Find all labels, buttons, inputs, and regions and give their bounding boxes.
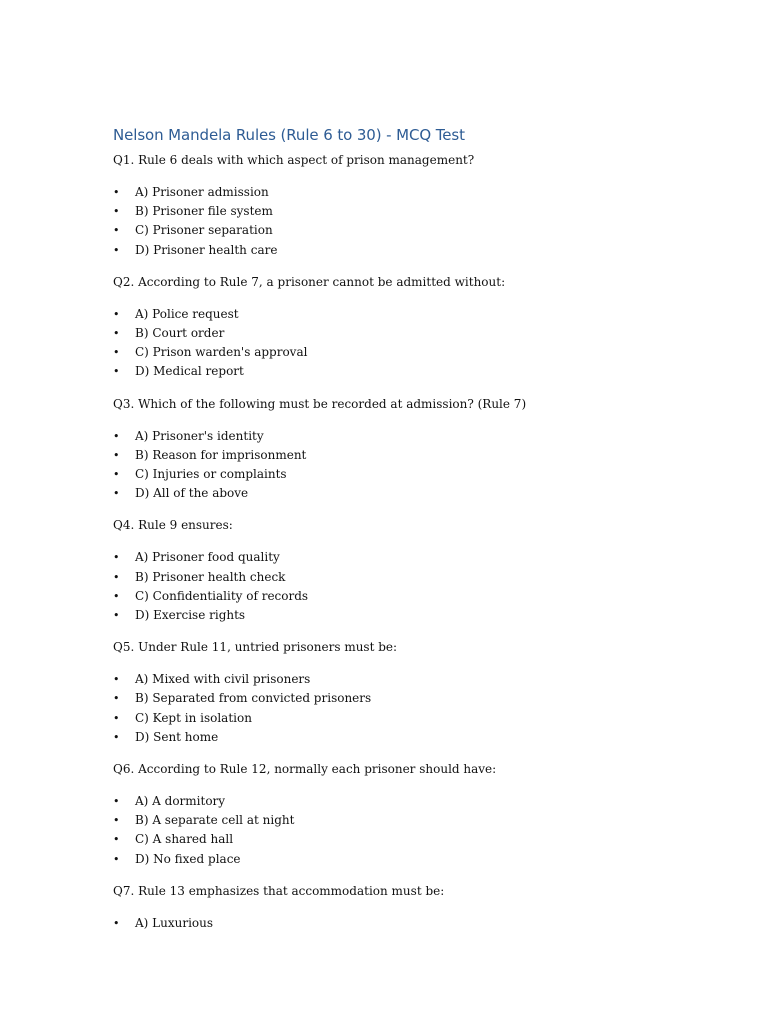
option-item — [113, 446, 713, 465]
option-label: A) Prisoner admission — [135, 185, 269, 199]
option-item — [113, 183, 713, 202]
bullet-icon: • — [113, 589, 120, 603]
option-label: A) Mixed with civil prisoners — [135, 672, 311, 687]
question-block-3 — [113, 395, 713, 504]
option-item — [113, 548, 713, 567]
option-label: D) Prisoner health care — [135, 242, 278, 257]
option-item — [113, 587, 713, 606]
option-item — [113, 305, 713, 324]
question-text: Q3. Which of the following must be recorded at admission? (Rule 7) — [113, 396, 527, 411]
document-page — [113, 125, 713, 946]
option-label: C) Injuries or complaints — [135, 467, 287, 482]
bullet-icon: • — [113, 730, 120, 744]
bullet-icon: • — [113, 243, 120, 257]
option-item — [113, 914, 713, 933]
option-label: B) Court order — [135, 326, 225, 341]
bullet-icon: • — [113, 365, 120, 379]
option-label: B) Prisoner health check — [135, 569, 286, 584]
question-text: Q5. Under Rule 11, untried prisoners must be: — [113, 640, 398, 655]
bullet-icon: • — [113, 224, 120, 238]
option-item — [113, 221, 713, 240]
option-list — [113, 548, 713, 625]
option-item — [113, 241, 713, 260]
option-item — [113, 343, 713, 362]
bullet-icon: • — [113, 609, 120, 623]
option-list — [113, 670, 713, 747]
option-list — [113, 914, 713, 933]
option-item — [113, 850, 713, 869]
option-item — [113, 465, 713, 484]
question-text: Q4. Rule 9 ensures: — [113, 518, 233, 533]
bullet-icon: • — [113, 711, 120, 725]
option-label: A) Police request — [135, 306, 239, 321]
option-item — [113, 427, 713, 446]
option-label: B) Reason for imprisonment — [135, 447, 307, 462]
option-label: A) Prisoner's identity — [135, 428, 264, 443]
bullet-icon: • — [113, 346, 120, 360]
option-list — [113, 183, 713, 260]
bullet-icon: • — [113, 833, 120, 847]
option-item — [113, 792, 713, 811]
question-text: Q6. According to Rule 12, normally each prisoner should have: — [113, 762, 497, 777]
bullet-icon: • — [113, 429, 120, 443]
option-item — [113, 670, 713, 689]
bullet-icon: • — [113, 307, 120, 321]
option-label: B) Prisoner file system — [135, 204, 273, 219]
bullet-icon: • — [113, 551, 120, 565]
option-list — [113, 792, 713, 869]
option-item — [113, 811, 713, 830]
bullet-icon: • — [113, 448, 120, 462]
option-item — [113, 709, 713, 728]
question-block-5 — [113, 638, 713, 747]
option-label: C) Kept in isolation — [135, 710, 252, 725]
option-item — [113, 689, 713, 708]
option-label: B) A separate cell at night — [135, 813, 295, 828]
option-label: A) A dormitory — [135, 794, 226, 809]
question-block-4 — [113, 516, 713, 625]
option-item — [113, 568, 713, 587]
bullet-icon: • — [113, 852, 120, 866]
bullet-icon: • — [113, 186, 120, 199]
option-label: C) Confidentiality of records — [135, 588, 309, 603]
option-label: D) No fixed place — [135, 851, 241, 866]
option-label: B) Separated from convicted prisoners — [135, 691, 372, 706]
bullet-icon: • — [113, 570, 120, 584]
question-block-7 — [113, 882, 713, 933]
option-list — [113, 305, 713, 382]
option-list — [113, 427, 713, 504]
option-item — [113, 362, 713, 381]
bullet-icon: • — [113, 795, 120, 809]
question-block-1 — [113, 151, 713, 260]
question-text: Q2. According to Rule 7, a prisoner cannot be admitted without: — [113, 274, 506, 289]
question-block-6 — [113, 760, 713, 869]
option-label: C) Prisoner separation — [135, 223, 273, 238]
question-block-2 — [113, 273, 713, 382]
bullet-icon: • — [113, 673, 120, 687]
bullet-icon: • — [113, 692, 120, 706]
bullet-icon: • — [113, 327, 120, 341]
bullet-icon: • — [113, 487, 120, 501]
option-item — [113, 830, 713, 849]
option-label: D) Exercise rights — [135, 608, 246, 623]
option-item — [113, 202, 713, 221]
document-title: Nelson Mandela Rules (Rule 6 to 30) - MCQ Test — [113, 126, 465, 144]
question-text: Q7. Rule 13 emphasizes that accommodation must be: — [113, 883, 445, 898]
option-label: A) Luxurious — [135, 915, 214, 930]
option-label: A) Prisoner food quality — [135, 550, 280, 565]
bullet-icon: • — [113, 468, 120, 482]
option-label: D) Medical report — [135, 364, 244, 379]
option-item — [113, 484, 713, 503]
option-item — [113, 728, 713, 747]
bullet-icon: • — [113, 916, 120, 930]
bullet-icon: • — [113, 205, 120, 219]
option-item — [113, 606, 713, 625]
option-label: D) Sent home — [135, 729, 219, 744]
bullet-icon: • — [113, 814, 120, 828]
option-label: D) All of the above — [135, 486, 249, 501]
option-label: C) Prison warden's approval — [135, 345, 308, 360]
option-label: C) A shared hall — [135, 832, 234, 847]
question-text: Q1. Rule 6 deals with which aspect of prison management? — [113, 153, 475, 167]
option-item — [113, 324, 713, 343]
